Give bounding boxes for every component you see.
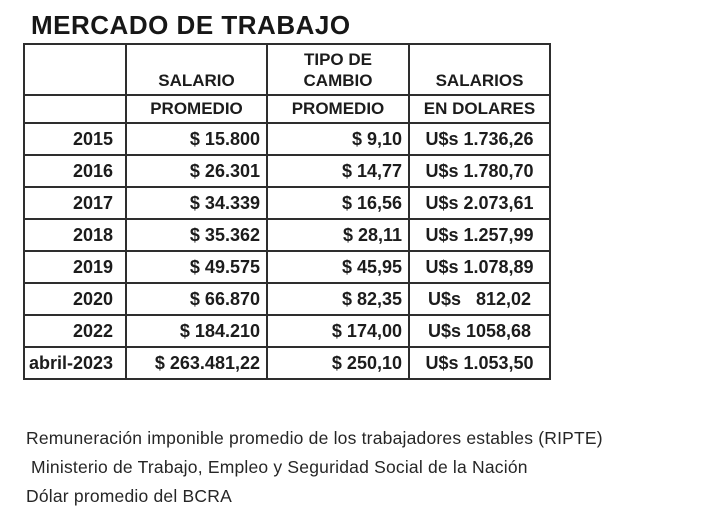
table-row bbox=[24, 219, 550, 251]
salario-cell: $ 66.870 bbox=[126, 283, 267, 315]
header-dolares-bottom: EN DOLARES bbox=[409, 95, 550, 123]
tipo-cambio-cell: $ 45,95 bbox=[267, 251, 409, 283]
period-cell: abril-2023 bbox=[24, 347, 126, 379]
footnote-ripte: Remuneración imponible promedio de los trabajadores estables (RIPTE) bbox=[26, 428, 603, 448]
tipo-cambio-cell: $ 9,10 bbox=[267, 123, 409, 155]
dolares-cell: U$s 1.736,26 bbox=[409, 123, 550, 155]
table-row bbox=[24, 251, 550, 283]
salario-cell: $ 263.481,22 bbox=[126, 347, 267, 379]
footnotes bbox=[26, 424, 603, 511]
header-salario-bottom: PROMEDIO bbox=[126, 95, 267, 123]
tipo-cambio-cell: $ 28,11 bbox=[267, 219, 409, 251]
salario-cell: $ 49.575 bbox=[126, 251, 267, 283]
table-row bbox=[24, 155, 550, 187]
header-dolares-top: SALARIOS bbox=[409, 44, 550, 95]
tipo-cambio-cell: $ 82,35 bbox=[267, 283, 409, 315]
period-cell: 2018 bbox=[24, 219, 126, 251]
period-cell: 2020 bbox=[24, 283, 126, 315]
header-tipo-cambio-top bbox=[267, 44, 409, 95]
tipo-cambio-cell: $ 250,10 bbox=[267, 347, 409, 379]
period-cell: 2022 bbox=[24, 315, 126, 347]
table-row bbox=[24, 315, 550, 347]
header-row-top bbox=[24, 44, 550, 95]
header-tipo-cambio-bottom: PROMEDIO bbox=[267, 95, 409, 123]
header-period-bottom bbox=[24, 95, 126, 123]
header-tipo-cambio-label: TIPO DE CAMBIO bbox=[303, 49, 373, 90]
period-cell: 2019 bbox=[24, 251, 126, 283]
salario-cell: $ 15.800 bbox=[126, 123, 267, 155]
header-period-top bbox=[24, 44, 126, 95]
dolares-cell: U$s 812,02 bbox=[409, 283, 550, 315]
footnote-bcra: Dólar promedio del BCRA bbox=[26, 486, 232, 506]
page-title: MERCADO DE TRABAJO bbox=[31, 10, 351, 40]
table-row bbox=[24, 283, 550, 315]
salario-cell: $ 35.362 bbox=[126, 219, 267, 251]
table-row bbox=[24, 347, 550, 379]
header-salario-top: SALARIO bbox=[126, 44, 267, 95]
dolares-cell: U$s 1.780,70 bbox=[409, 155, 550, 187]
header-row-bottom bbox=[24, 95, 550, 123]
dolares-cell: U$s 1.078,89 bbox=[409, 251, 550, 283]
salario-cell: $ 26.301 bbox=[126, 155, 267, 187]
table-row bbox=[24, 187, 550, 219]
period-cell: 2017 bbox=[24, 187, 126, 219]
period-cell: 2015 bbox=[24, 123, 126, 155]
salario-cell: $ 184.210 bbox=[126, 315, 267, 347]
tipo-cambio-cell: $ 16,56 bbox=[267, 187, 409, 219]
period-cell: 2016 bbox=[24, 155, 126, 187]
dolares-cell: U$s 1058,68 bbox=[409, 315, 550, 347]
tipo-cambio-cell: $ 174,00 bbox=[267, 315, 409, 347]
table-row bbox=[24, 123, 550, 155]
salario-cell: $ 34.339 bbox=[126, 187, 267, 219]
dolares-cell: U$s 1.053,50 bbox=[409, 347, 550, 379]
tipo-cambio-cell: $ 14,77 bbox=[267, 155, 409, 187]
salary-table bbox=[23, 43, 551, 380]
dolares-cell: U$s 2.073,61 bbox=[409, 187, 550, 219]
footnote-ministerio: Ministerio de Trabajo, Empleo y Seguridad Social de la Nación bbox=[26, 457, 528, 477]
dolares-cell: U$s 1.257,99 bbox=[409, 219, 550, 251]
